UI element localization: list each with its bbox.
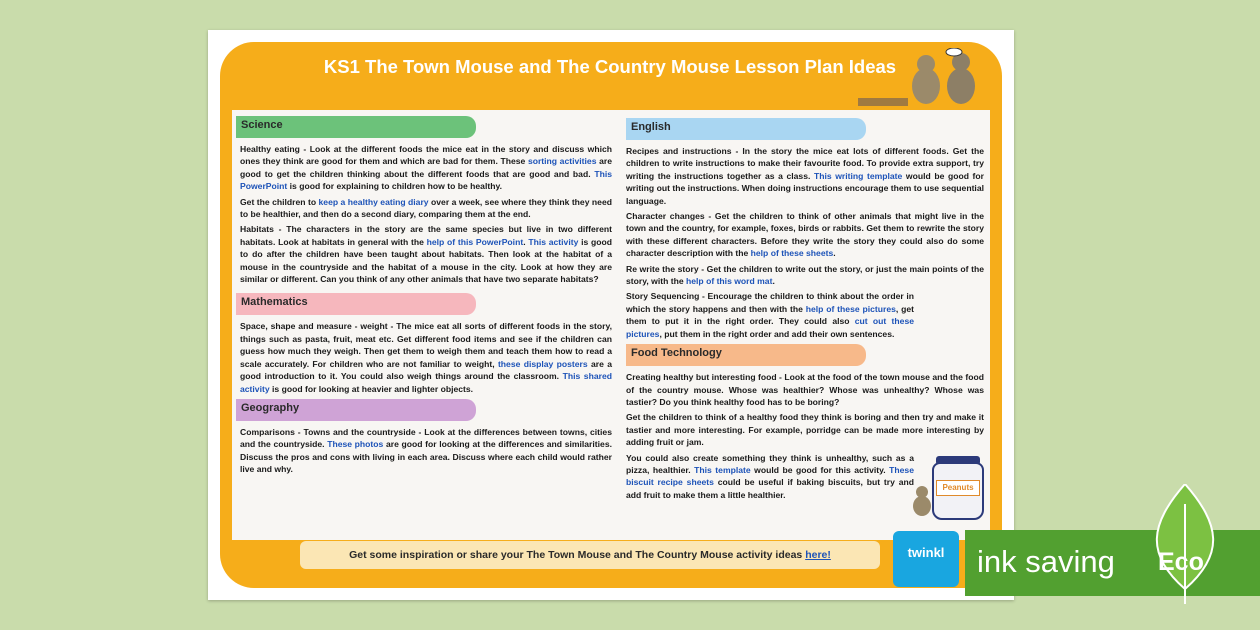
section-english — [626, 118, 984, 340]
paragraph-text: . — [833, 248, 836, 259]
footer-banner — [300, 541, 880, 569]
left-column — [240, 116, 612, 479]
paragraph — [626, 210, 984, 260]
resource-link[interactable]: help of these pictures — [805, 303, 896, 314]
resource-link[interactable]: sorting activities — [527, 156, 597, 167]
section-heading: Science — [236, 116, 476, 138]
paragraph-text: , put them in the right order and add their own sentences. — [659, 328, 895, 339]
resource-link[interactable]: these display posters — [497, 358, 588, 369]
paragraph-text: Re write the story - Get the children to write out the story, or just the main points of the story, with the — [626, 263, 984, 287]
section-heading: Geography — [236, 399, 476, 421]
paragraph — [626, 290, 984, 340]
footer-link[interactable]: here! — [805, 549, 831, 561]
ink-saving-label: ink saving — [977, 544, 1115, 579]
paragraph-text: Get the children to think of a healthy food they think is boring and then try and make it tastier and more interesting. For example, porridge can be made more interesting by adding fruit or jam. — [626, 412, 984, 448]
resource-link[interactable]: These biscuit recipe sheets — [626, 464, 914, 488]
paragraph — [240, 196, 612, 221]
resource-link[interactable]: This activity — [528, 236, 579, 247]
eco-label: Eco — [1158, 548, 1204, 576]
section-food-technology — [626, 344, 984, 501]
paragraph — [626, 263, 984, 288]
paragraph-text: Comparisons - Towns and the countryside - Look at the differences between towns, cities and the countryside. — [240, 426, 612, 450]
paragraph-text: would be good for writing out the instructions. When doing instructions encourage them to use sequential language. — [626, 170, 984, 206]
resource-link[interactable]: This PowerPoint — [240, 168, 612, 192]
paragraph-text: Story Sequencing - Encourage the children to think about the order in which the story happens and then with the — [626, 291, 914, 314]
jar-label: Peanuts — [936, 480, 980, 496]
section-heading: Mathematics — [236, 293, 476, 315]
paragraph-text: Space, shape and measure - weight - The mice eat all sorts of different foods in the story, things such as pasta, fruit, meat etc. Get different food items and see if the children can guess how much they weigh. Then get them to weigh them and teach them how to read a scale accurately. For children who are not familiar to weight, — [240, 321, 612, 369]
resource-link[interactable]: These photos — [327, 439, 384, 450]
resource-link[interactable]: help of this word mat — [686, 276, 773, 287]
paragraph-text: Habitats - The characters in the story are the same species but live in two different habitats. Look at habitats in general with the — [240, 224, 612, 247]
twinkl-logo: twinkl — [893, 531, 959, 587]
leaf-icon — [1145, 484, 1225, 604]
paragraph-text: . — [523, 236, 529, 247]
mice-illustration-icon — [856, 48, 991, 110]
mouse-icon — [910, 484, 934, 516]
paragraph-text: Character changes - Get the children to think of other animals that might live in the town and the country, for example, foxes, birds or rabbits. Get them to rewrite the story with these different characters. Before they write the story they could also do some character description with the — [626, 211, 984, 259]
right-column — [626, 118, 984, 504]
paragraph-text: Creating healthy but interesting food - Look at the food of the town mouse and the food of the country mouse. Whose was healthier? Whose was unhealthy? Whose was tastier? Do you think healthy food has to be boring? — [626, 372, 984, 407]
paragraph — [240, 223, 612, 285]
resource-link[interactable]: This shared activity — [240, 371, 612, 394]
paragraph-text: are a good introduction to it. You could also weigh things around the classroom. — [240, 358, 613, 382]
paragraph-text: are good for looking at the differences and similarities. Discuss the pros and cons with living in each area. Discuss where each child would rather live and why. — [240, 439, 612, 475]
resource-link[interactable]: cut out these pictures — [626, 316, 915, 339]
section-heading: English — [626, 118, 866, 140]
section-heading: Food Technology — [626, 344, 866, 366]
paragraph-text: could be useful if baking biscuits, but try and add fruit to make them a little healthier. — [626, 477, 915, 500]
paragraph-text: is good for explaining to children how to be healthy. — [287, 181, 502, 192]
resource-link[interactable]: help of this PowerPoint — [426, 236, 524, 247]
resource-link[interactable]: keep a healthy eating diary — [318, 196, 429, 207]
section-science — [240, 116, 612, 285]
paragraph — [626, 145, 984, 207]
paragraph-text: Healthy eating - Look at the different foods the mice eat in the story and discuss which ones they think are good for them and which are bad for them. These — [240, 144, 612, 167]
paragraph — [240, 426, 612, 476]
paragraph — [626, 371, 984, 408]
resource-link[interactable]: This writing template — [813, 170, 903, 181]
paragraph-text: are good to get the children thinking about the different foods that are good and bad. — [240, 156, 612, 179]
paragraph-text: Get the children to — [240, 196, 319, 207]
paragraph-text: would be good for this activity. — [750, 464, 890, 475]
paragraph — [240, 143, 612, 193]
paragraph-text: over a week, see where they think they need to be healthier, and then do a second diary, comparing them at the end. — [240, 196, 612, 220]
paragraph-text: is good for looking at heavier and lighter objects. — [269, 383, 474, 394]
paragraph — [626, 411, 984, 448]
paragraph — [240, 320, 612, 394]
resource-link[interactable]: help of these sheets — [750, 248, 834, 259]
page-title: KS1 The Town Mouse and The Country Mouse Lesson Plan Ideas — [323, 56, 897, 77]
paragraph-text: . — [772, 276, 775, 287]
footer-text: Get some inspiration or share your The Town Mouse and The Country Mouse activity ideas — [349, 549, 806, 561]
resource-link[interactable]: This template — [694, 464, 751, 475]
section-mathematics — [240, 293, 612, 394]
paragraph-text: You could also create something they think is unhealthy, such as a pizza, healthier. — [626, 452, 914, 475]
section-geography — [240, 399, 612, 476]
paragraph-text: , get them to put it in the right order. They could also — [626, 303, 914, 327]
paragraph-text: is good to do after the children have been taught about habitats. Then look at the habitat of a mouse in the countryside and the habitat of a mouse in the city. Look at how they are similar or different. Can you think of any other animals that have two separate habitats? — [240, 236, 612, 285]
paragraph-text: Recipes and instructions - In the story the mice eat lots of different foods. Get the children to write instructions to make their favourite food. To provide extra support, try writing the instructions together as a class. — [626, 146, 984, 181]
